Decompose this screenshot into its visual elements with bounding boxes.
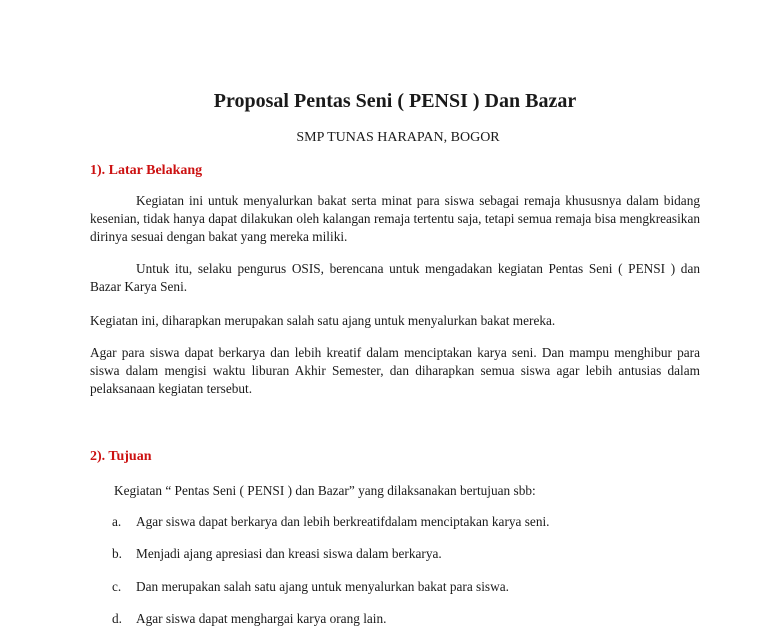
document-subtitle: SMP TUNAS HARAPAN, BOGOR — [296, 130, 500, 145]
section-heading-tujuan: 2). Tujuan — [90, 449, 152, 464]
list-marker: d. — [112, 611, 122, 626]
paragraph: Kegiatan ini untuk menyalurkan bakat serta minat para siswa sebagai remaja khususnya dalam bidang kesenian, tidak hanya dapat dilakukan oleh kalangan remaja tertentu saja, tetapi semua remaja bisa mengkreasikan dirinya sesuai dengan bakat yang mereka miliki. — [90, 193, 700, 244]
list-marker: c. — [112, 579, 122, 594]
paragraph: Untuk itu, selaku pengurus OSIS, berencana untuk mengadakan kegiatan Pentas Seni ( PENSI ) dan Bazar Karya Seni. — [90, 261, 700, 294]
list-marker: b. — [112, 546, 122, 561]
list-item — [112, 578, 509, 596]
list-item — [112, 610, 386, 628]
list-item-text: Agar siswa dapat berkarya dan lebih berkreatifdalam menciptakan karya seni. — [136, 514, 550, 529]
list-item-text: Agar siswa dapat menghargai karya orang lain. — [136, 611, 387, 626]
list-marker: a. — [112, 514, 122, 529]
list-item — [112, 545, 442, 563]
paragraph: Kegiatan ini, diharapkan merupakan salah satu ajang untuk menyalurkan bakat mereka. — [90, 313, 556, 328]
list-item-text: Dan merupakan salah satu ajang untuk menyalurkan bakat para siswa. — [136, 579, 509, 594]
list-item-text: Menjadi ajang apresiasi dan kreasi siswa dalam berkarya. — [136, 546, 442, 561]
section-intro: Kegiatan “ Pentas Seni ( PENSI ) dan Bazar” yang dilaksanakan bertujuan sbb: — [114, 483, 536, 498]
list-item — [112, 513, 550, 531]
document-title: Proposal Pentas Seni ( PENSI ) Dan Bazar — [213, 90, 577, 112]
section-heading-latar-belakang: 1). Latar Belakang — [90, 163, 203, 178]
paragraph: Agar para siswa dapat berkarya dan lebih kreatif dalam menciptakan karya seni. Dan mampu menghibur para siswa dalam mengisi waktu liburan Akhir Semester, dan diharapkan semua siswa agar lebih antusias dalam pelaksanaan kegiatan tersebut. — [90, 345, 700, 396]
